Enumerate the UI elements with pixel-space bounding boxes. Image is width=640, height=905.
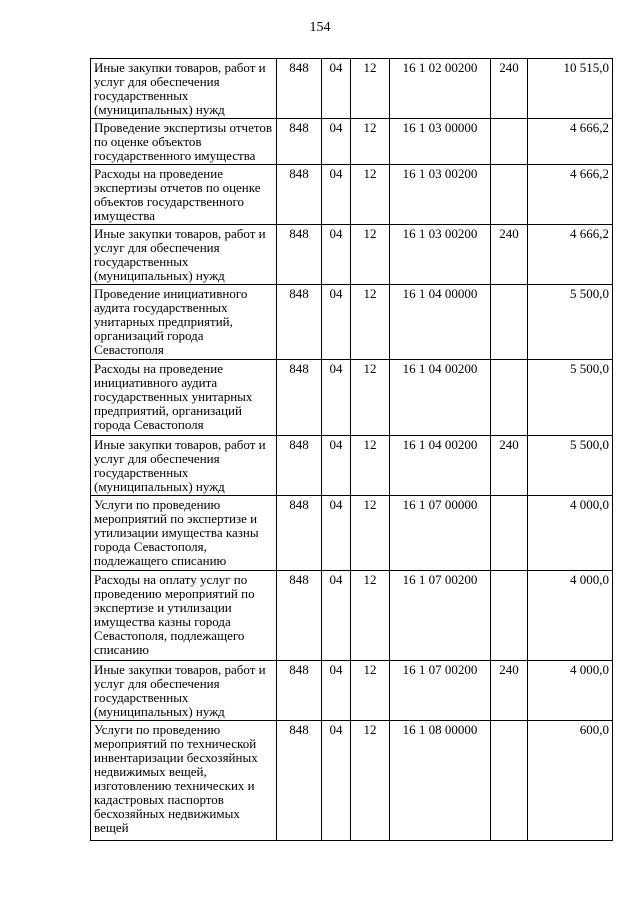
item-name: Услуги по проведению мероприятий по технической инвентаризации бесхозяйных недвижимых вещей, изготовлению технических и кадастровых паспортов бесхозяйных недвижимых вещей — [91, 721, 277, 841]
table-row — [91, 436, 613, 496]
section-code: 04 — [322, 285, 351, 360]
amount: 5 500,0 — [528, 360, 613, 436]
expense-type — [491, 721, 528, 841]
amount: 600,0 — [528, 721, 613, 841]
item-name: Иные закупки товаров, работ и услуг для обеспечения государственных (муниципальных) нужд — [91, 225, 277, 285]
amount: 5 500,0 — [528, 436, 613, 496]
item-name: Расходы на проведение экспертизы отчетов по оценке объектов государственного имущества — [91, 165, 277, 225]
ministry-code: 848 — [277, 225, 322, 285]
expense-type: 240 — [491, 225, 528, 285]
amount: 10 515,0 — [528, 59, 613, 119]
item-name: Проведение инициативного аудита государственных унитарных предприятий, организаций города Севастополя — [91, 285, 277, 360]
table-row — [91, 721, 613, 841]
target-article: 16 1 04 00200 — [390, 360, 491, 436]
amount: 4 666,2 — [528, 165, 613, 225]
ministry-code: 848 — [277, 571, 322, 661]
ministry-code: 848 — [277, 165, 322, 225]
section-code: 04 — [322, 661, 351, 721]
section-code: 04 — [322, 721, 351, 841]
target-article: 16 1 03 00200 — [390, 165, 491, 225]
subsection-code: 12 — [351, 436, 390, 496]
item-name: Расходы на оплату услуг по проведению мероприятий по экспертизе и утилизации имущества казны города Севастополя, подлежащего списанию — [91, 571, 277, 661]
amount: 5 500,0 — [528, 285, 613, 360]
subsection-code: 12 — [351, 721, 390, 841]
ministry-code: 848 — [277, 119, 322, 165]
page-number: 154 — [309, 20, 331, 35]
item-name: Иные закупки товаров, работ и услуг для обеспечения государственных (муниципальных) нужд — [91, 661, 277, 721]
ministry-code: 848 — [277, 496, 322, 571]
subsection-code: 12 — [351, 285, 390, 360]
amount: 4 000,0 — [528, 661, 613, 721]
section-code: 04 — [322, 59, 351, 119]
section-code: 04 — [322, 496, 351, 571]
expense-type — [491, 165, 528, 225]
expense-type: 240 — [491, 59, 528, 119]
table-row — [91, 165, 613, 225]
section-code: 04 — [322, 165, 351, 225]
expense-type — [491, 360, 528, 436]
ministry-code: 848 — [277, 436, 322, 496]
subsection-code: 12 — [351, 59, 390, 119]
budget-table — [90, 58, 613, 841]
target-article: 16 1 08 00000 — [390, 721, 491, 841]
table-row — [91, 59, 613, 119]
subsection-code: 12 — [351, 165, 390, 225]
ministry-code: 848 — [277, 721, 322, 841]
target-article: 16 1 07 00200 — [390, 661, 491, 721]
section-code: 04 — [322, 225, 351, 285]
subsection-code: 12 — [351, 661, 390, 721]
ministry-code: 848 — [277, 661, 322, 721]
table-row — [91, 360, 613, 436]
ministry-code: 848 — [277, 285, 322, 360]
table-row — [91, 119, 613, 165]
amount: 4 000,0 — [528, 496, 613, 571]
table-row — [91, 285, 613, 360]
ministry-code: 848 — [277, 59, 322, 119]
section-code: 04 — [322, 571, 351, 661]
target-article: 16 1 03 00200 — [390, 225, 491, 285]
expense-type — [491, 496, 528, 571]
subsection-code: 12 — [351, 571, 390, 661]
table-body — [91, 59, 613, 841]
section-code: 04 — [322, 436, 351, 496]
target-article: 16 1 03 00000 — [390, 119, 491, 165]
target-article: 16 1 02 00200 — [390, 59, 491, 119]
expense-type — [491, 119, 528, 165]
amount: 4 000,0 — [528, 571, 613, 661]
expense-type: 240 — [491, 661, 528, 721]
section-code: 04 — [322, 119, 351, 165]
target-article: 16 1 04 00200 — [390, 436, 491, 496]
amount: 4 666,2 — [528, 119, 613, 165]
table-row — [91, 225, 613, 285]
subsection-code: 12 — [351, 225, 390, 285]
item-name: Расходы на проведение инициативного аудита государственных унитарных предприятий, организаций города Севастополя — [91, 360, 277, 436]
target-article: 16 1 07 00000 — [390, 496, 491, 571]
item-name: Иные закупки товаров, работ и услуг для обеспечения государственных (муниципальных) нужд — [91, 436, 277, 496]
ministry-code: 848 — [277, 360, 322, 436]
table-row — [91, 571, 613, 661]
expense-type — [491, 571, 528, 661]
subsection-code: 12 — [351, 360, 390, 436]
table-row — [91, 496, 613, 571]
subsection-code: 12 — [351, 496, 390, 571]
table-row — [91, 661, 613, 721]
item-name: Иные закупки товаров, работ и услуг для обеспечения государственных (муниципальных) нужд — [91, 59, 277, 119]
subsection-code: 12 — [351, 119, 390, 165]
item-name: Проведение экспертизы отчетов по оценке объектов государственного имущества — [91, 119, 277, 165]
target-article: 16 1 07 00200 — [390, 571, 491, 661]
amount: 4 666,2 — [528, 225, 613, 285]
expense-type: 240 — [491, 436, 528, 496]
expense-type — [491, 285, 528, 360]
item-name: Услуги по проведению мероприятий по экспертизе и утилизации имущества казны города Севастополя, подлежащего списанию — [91, 496, 277, 571]
target-article: 16 1 04 00000 — [390, 285, 491, 360]
section-code: 04 — [322, 360, 351, 436]
